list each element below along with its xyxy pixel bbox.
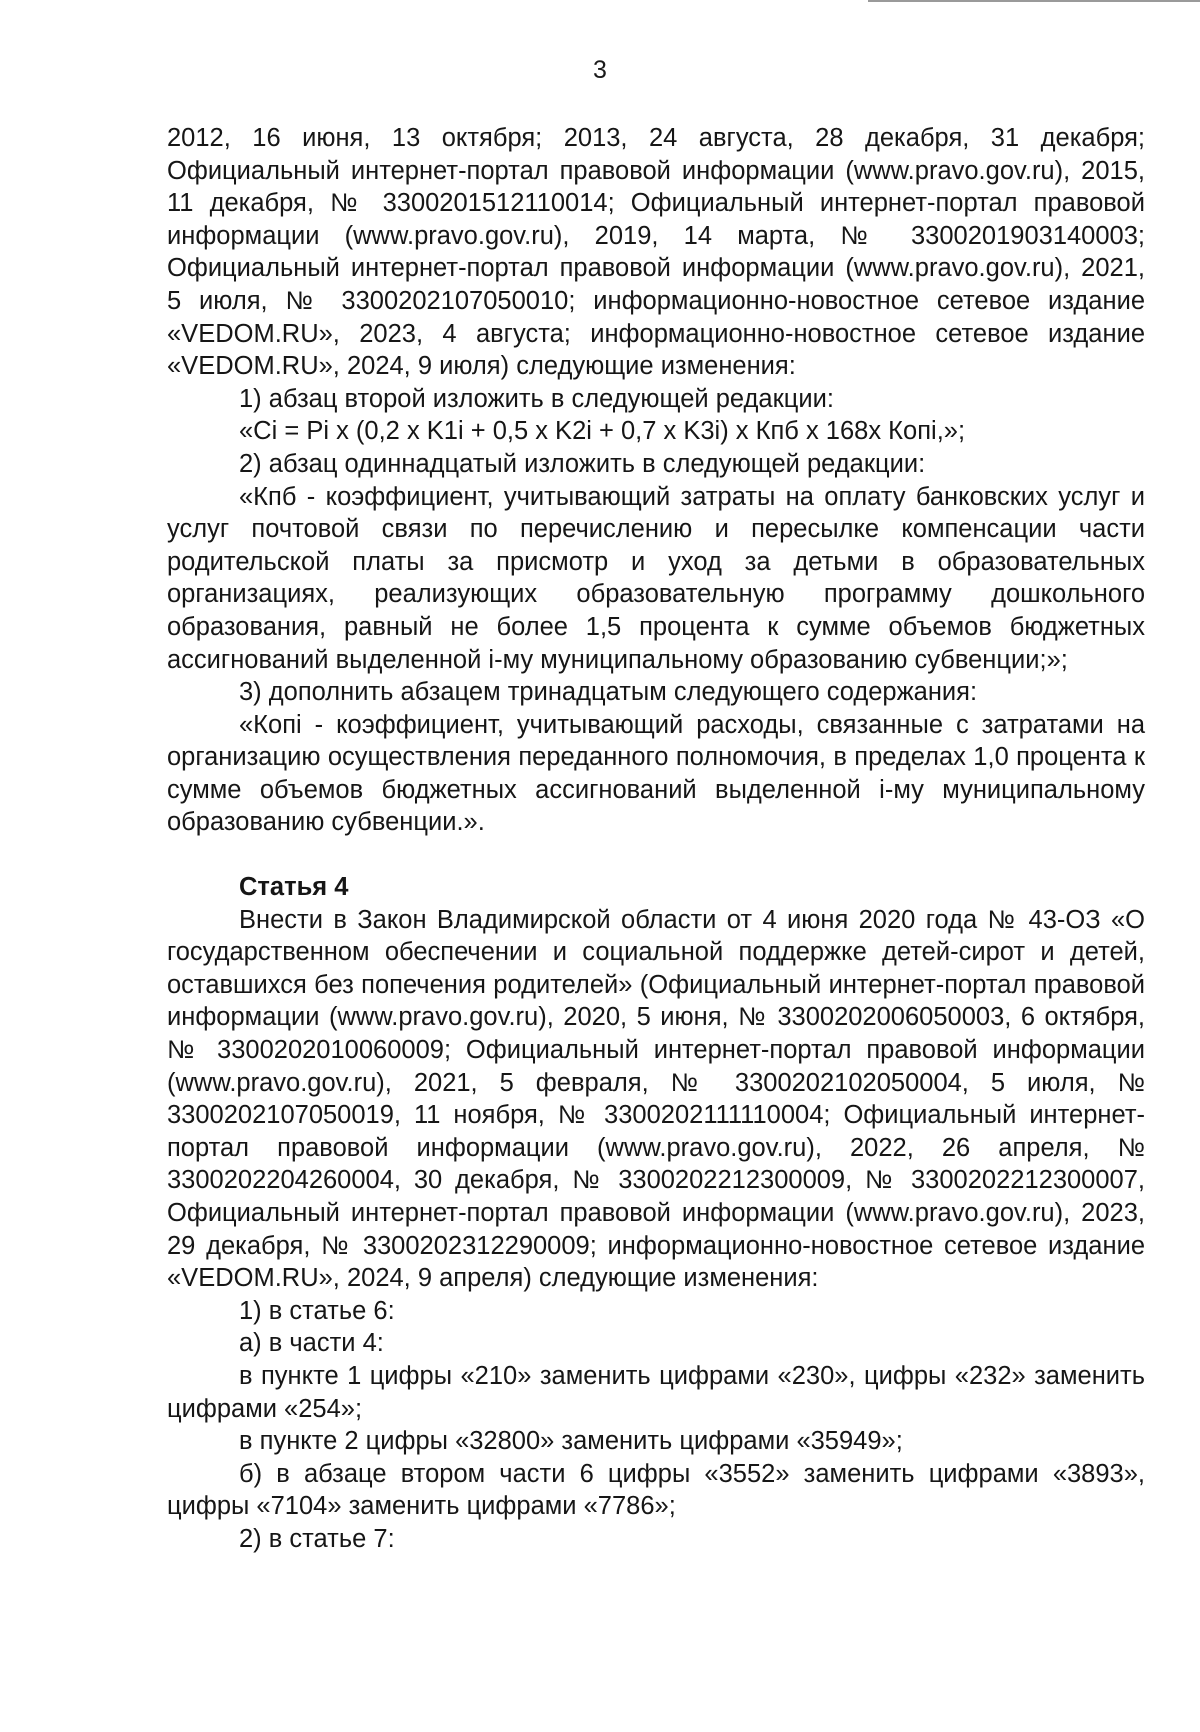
item-2-paragraph: 2) абзац одиннадцатый изложить в следующей редакции:	[239, 449, 926, 478]
item-3-paragraph: 3) дополнить абзацем тринадцатым следующего содержания:	[239, 678, 978, 707]
document-body	[167, 122, 1145, 1556]
article-4-heading: Статья 4	[239, 873, 349, 902]
point-2-paragraph: в пункте 2 цифры «32800» заменить цифрами «35949»;	[239, 1427, 903, 1456]
kopi-definition-paragraph: «Копi - коэффициент, учитывающий расходы, связанные с затратами на организацию осуществления переданного полномочия, в пределах 1,0 процента к сумме объемов бюджетных ассигнований выделенной i-му муниципальному образованию субвенции.».	[167, 710, 1145, 837]
amendment-sources-paragraph: 2012, 16 июня, 13 октября; 2013, 24 августа, 28 декабря, 31 декабря; Официальный интернет-портал правовой информации (www.pravo.gov.ru), 2015, 11 декабря, № 3300201512110014; Официальный интернет-портал правовой информации (www.pravo.gov.ru), 2019, 14 марта, № 3300201903140003; Официальный интернет-портал правовой информации (www.pravo.gov.ru), 2021, 5 июля, № 3300202107050010; информационно-новостное сетевое издание «VEDOM.RU», 2023, 4 августа; информационно-новостное сетевое издание «VEDOM.RU», 2024, 9 июля) следующие изменения:	[167, 124, 1145, 381]
kpb-definition-paragraph: «Кпб - коэффициент, учитывающий затраты на оплату банковских услуг и услуг почтовой связи по перечислению и пересылке компенсации части родительской платы за присмотр и уход за детьми в образовательных организациях, реализующих образовательную программу дошкольного образования, равный не более 1,5 процента к сумме объемов бюджетных ассигнований выделенной i-му муниципальному образованию субвенции;»;	[167, 482, 1145, 674]
part-6-paragraph: б) в абзаце втором части 6 цифры «3552» заменить цифрами «3893», цифры «7104» заменить цифрами «7786»;	[167, 1459, 1145, 1521]
item-1-paragraph: 1) абзац второй изложить в следующей редакции:	[239, 384, 834, 413]
article-7-item-paragraph: 2) в статье 7:	[239, 1524, 395, 1553]
point-1-paragraph: в пункте 1 цифры «210» заменить цифрами «230», цифры «232» заменить цифрами «254»;	[167, 1361, 1145, 1423]
article-6-item-paragraph: 1) в статье 6:	[239, 1296, 395, 1325]
article-4-intro-paragraph: Внести в Закон Владимирской области от 4 июня 2020 года № 43-ОЗ «О государственном обеспечении и социальной поддержке детей-сирот и детей, оставшихся без попечения родителей» (Официальный интернет-портал правовой информации (www.pravo.gov.ru), 2020, 5 июня, № 3300202006050003, 6 октября, № 3300202010060009; Официальный интернет-портал правовой информации (www.pravo.gov.ru), 2021, 5 февраля, № 3300202102050004, 5 июля, № 3300202107050019, 11 ноября, № 3300202111110004; Официальный интернет-портал правовой информации (www.pravo.gov.ru), 2022, 26 апреля, № 3300202204260004, 30 декабря, № 3300202212300009, № 3300202212300007, Официальный интернет-портал правовой информации (www.pravo.gov.ru), 2023, 29 декабря, № 3300202312290009; информационно-новостное сетевое издание «VEDOM.RU», 2024, 9 апреля) следующие изменения:	[167, 905, 1145, 1293]
formula-paragraph: «Ci = Pi x (0,2 x K1i + 0,5 x K2i + 0,7 x K3i) x Кпб x 168x Копi,»;	[239, 417, 966, 446]
page-number: 3	[593, 56, 607, 84]
part-4-item-paragraph: а) в части 4:	[239, 1329, 384, 1358]
top-edge-line	[868, 0, 1200, 2]
